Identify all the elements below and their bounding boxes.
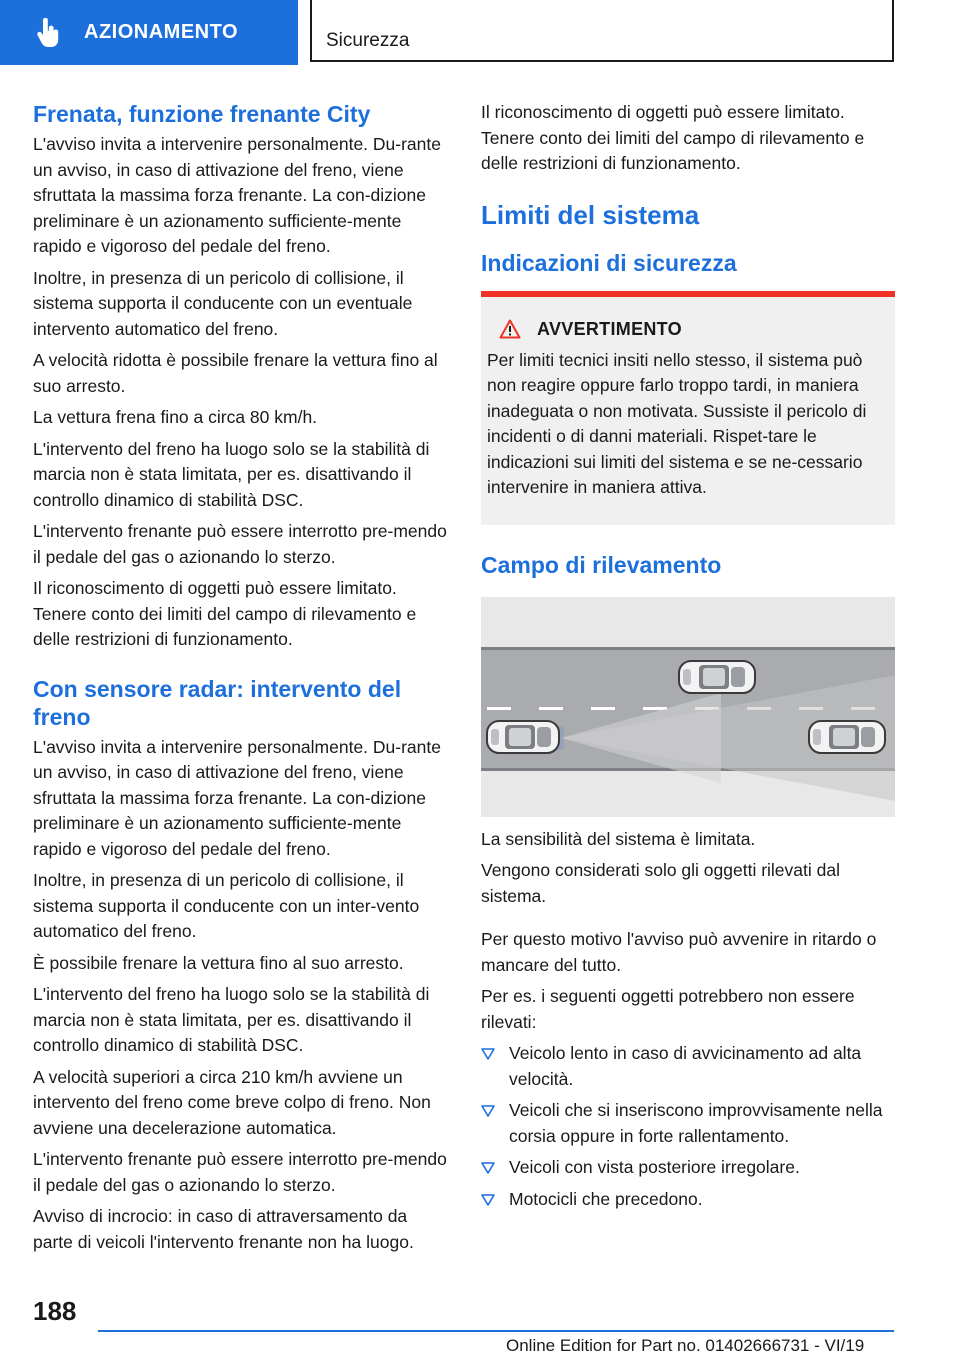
warning-box: [481, 297, 895, 525]
paragraph: È possibile frenare la vettura fino al suo arresto.: [33, 952, 404, 973]
paragraph: Vengono considerati solo gli oggetti rilevati dal sistema.: [481, 860, 840, 906]
warning-text: Per limiti tecnici insiti nello stesso, il sistema può non reagire oppure farlo troppo tardi, in maniera inadeguata o non motivata. Sussiste il pericolo di incidenti o di danni materiali. Rispet-tare le indicazioni sui limiti del sistema e se ne-cessario intervenire in maniera attiva.: [487, 349, 867, 497]
paragraph: L'avviso invita a intervenire personalmente. Du-rante un avviso, in caso di attivazione del freno, viene sfruttata la massima forza frenante. La con-dizione preliminare è un azionamento sufficiente-mente rapido e vigoroso del pedale del freno.: [33, 134, 441, 256]
paragraph: L'intervento frenante può essere interrotto pre-mendo il pedale del gas o azionando lo sterzo.: [33, 521, 447, 567]
right-column: [481, 100, 895, 1218]
heading-city-braking: Frenata, funzione frenante City: [33, 101, 371, 127]
hand-pointer-icon: [34, 18, 64, 48]
paragraph: L'intervento del freno ha luogo solo se la stabilità di marcia non è stata limitata, per es. disattivando il controllo dinamico di stabilità DSC.: [33, 984, 430, 1055]
paragraph: L'intervento frenante può essere interrotto pre-mendo il pedale del gas o azionando lo sterzo.: [33, 1149, 447, 1195]
paragraph: A velocità ridotta è possibile frenare la vettura fino al suo arresto.: [33, 350, 438, 396]
paragraph: La sensibilità del sistema è limitata.: [481, 828, 756, 849]
paragraph: Inoltre, in presenza di un pericolo di collisione, il sistema supporta il conducente con un inter-vento automatico del freno.: [33, 870, 420, 941]
undetected-objects-list: [481, 1041, 895, 1212]
list-item: Veicoli che si inseriscono improvvisamente nella corsia oppure in forte rallentamento.: [481, 1098, 895, 1149]
heading-radar-braking: Con sensore radar: intervento del freno: [33, 675, 402, 730]
edition-label: Online Edition for Part no. 01402666731 - VI/19: [506, 1336, 865, 1355]
section-header: [310, 0, 894, 62]
detection-range-illustration: [481, 597, 895, 817]
paragraph: A velocità superiori a circa 210 km/h avviene un intervento del freno come breve colpo di freno. Non avviene una decelerazione automatica.: [33, 1066, 431, 1138]
chapter-tab[interactable]: [0, 0, 298, 65]
heading-system-limits: Limiti del sistema: [481, 199, 700, 230]
heading-detection-range: Campo di rilevamento: [481, 551, 722, 578]
paragraph: Per questo motivo l'avviso può avvenire in ritardo o mancare del tutto.: [481, 929, 877, 975]
paragraph: Il riconoscimento di oggetti può essere limitato. Tenere conto dei limiti del campo di rilevamento e delle restrizioni di funzionamento.: [33, 578, 417, 649]
list-item: Veicoli con vista posteriore irregolare.: [481, 1155, 895, 1181]
left-column: [33, 100, 447, 1261]
warning-title: AVVERTIMENTO: [537, 318, 682, 339]
chapter-label: AZIONAMENTO: [84, 21, 239, 43]
paragraph: La vettura frena fino a circa 80 km/h.: [33, 407, 318, 427]
triangle-bullet-icon: [481, 1162, 495, 1174]
paragraph: Il riconoscimento di oggetti può essere limitato. Tenere conto dei limiti del campo di rilevamento e delle restrizioni di funzionamento.: [481, 102, 865, 173]
page-number: 188: [33, 1296, 77, 1326]
warning-triangle-icon: [499, 319, 521, 339]
paragraph: Avviso di incrocio: in caso di attraversamento da parte di veicoli l'intervento frenante non ha luogo.: [33, 1206, 414, 1252]
paragraph: L'avviso invita a intervenire personalmente. Du-rante un avviso, in caso di attivazione del freno, viene sfruttata la massima forza frenante. La con-dizione preliminare è un azionamento sufficiente-mente rapido e vigoroso del pedale del freno.: [33, 736, 441, 859]
list-item: Motocicli che precedono.: [481, 1187, 895, 1213]
heading-safety-notes: Indicazioni di sicurezza: [481, 249, 737, 276]
warning-block: [481, 291, 895, 525]
triangle-bullet-icon: [481, 1105, 495, 1117]
paragraph: Per es. i seguenti oggetti potrebbero non essere rilevati:: [481, 986, 855, 1032]
paragraph: Inoltre, in presenza di un pericolo di collisione, il sistema supporta il conducente con un eventuale intervento automatico del freno.: [33, 267, 413, 339]
triangle-bullet-icon: [481, 1194, 495, 1206]
footer-rule: [98, 1330, 894, 1332]
list-item: Veicolo lento in caso di avvicinamento ad alta velocità.: [481, 1041, 895, 1092]
section-label: Sicurezza: [326, 30, 410, 51]
triangle-bullet-icon: [481, 1048, 495, 1060]
paragraph: L'intervento del freno ha luogo solo se la stabilità di marcia non è stata limitata, per es. disattivando il controllo dinamico di stabilità DSC.: [33, 438, 430, 510]
